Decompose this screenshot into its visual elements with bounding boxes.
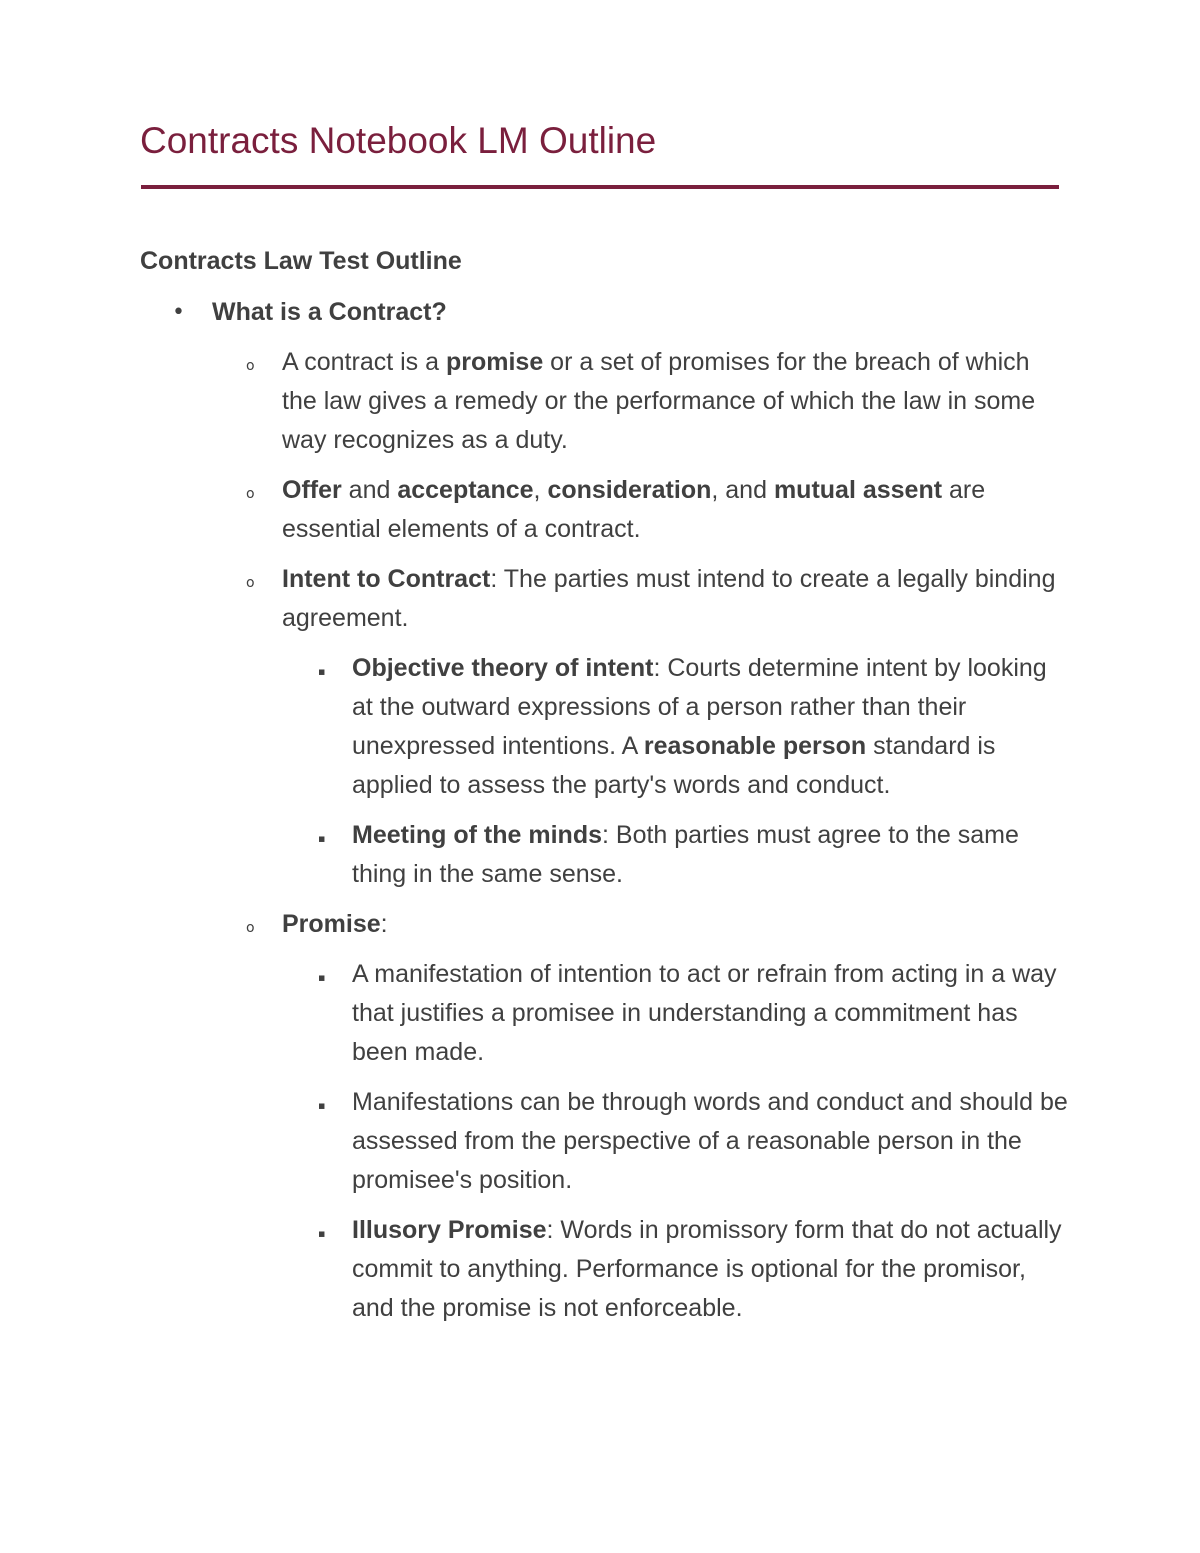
bullet-circle-icon: o [246, 486, 255, 502]
item-text: : The parties must intend to create a legally binding agreement. [282, 565, 1056, 632]
bullet-disc-icon: • [172, 300, 185, 325]
item-bold-text: consideration [547, 476, 712, 504]
item-text: : Both parties must agree to the same thing in the same sense. [352, 821, 1019, 888]
item-text: and [341, 476, 398, 504]
outline-item-intent [140, 560, 1070, 638]
outline-item-objective-theory [140, 649, 1070, 805]
item-bold-text: Offer [282, 476, 342, 504]
item-bold-text: Promise [282, 910, 381, 938]
item-text: A contract is a [282, 348, 446, 376]
outline-item-meeting-minds [140, 816, 1070, 894]
bullet-circle-icon: o [246, 358, 255, 374]
item-text: : Courts determine intent by looking at the outward expressions of a person rather than their unexpressed intentions. A [352, 654, 1047, 760]
item-text: , [533, 476, 548, 504]
bullet-circle-icon: o [246, 920, 255, 936]
item-text: or a set of promises for the breach of which the law gives a remedy or the performance of which the law in some way recognizes as a duty. [282, 348, 1036, 454]
outline-item-manifestations-assessed [140, 1083, 1070, 1200]
item-bold-text: promise [445, 348, 544, 376]
outline-item-definition [140, 343, 1070, 460]
outline-item-manifestation [140, 955, 1070, 1072]
item-text: standard is applied to assess the party's words and conduct. [352, 732, 996, 799]
bullet-square-icon: ▪ [318, 665, 326, 678]
bullet-square-icon: ▪ [318, 1227, 326, 1240]
outline-item-promise [140, 905, 1070, 944]
item-text: are essential elements of a contract. [282, 476, 986, 543]
bullet-square-icon: ▪ [318, 1099, 326, 1112]
item-text: Manifestations can be through words and conduct and should be assessed from the perspective of a reasonable person in the promisee's position. [352, 1088, 1068, 1194]
outline-heading: Contracts Law Test Outline [140, 247, 462, 275]
title-divider [141, 185, 1059, 189]
document-body [140, 242, 1070, 1339]
outline-item-illusory-promise [140, 1211, 1070, 1328]
item-bold-text: What is a Contract? [212, 298, 447, 326]
bullet-square-icon: ▪ [318, 971, 326, 984]
item-bold-text: Illusory Promise [352, 1216, 547, 1244]
bullet-circle-icon: o [246, 575, 255, 591]
item-bold-text: acceptance [397, 476, 534, 504]
item-bold-text: Intent to Contract [282, 565, 491, 593]
item-text: : Words in promissory form that do not actually commit to anything. Performance is optional for the promisor, and the promise is not enforceable. [352, 1216, 1062, 1322]
item-bold-text: reasonable person [643, 732, 867, 760]
outline-item-elements [140, 471, 1070, 549]
item-bold-text: Objective theory of intent [352, 654, 654, 682]
bullet-square-icon: ▪ [318, 832, 326, 845]
item-bold-text: Meeting of the minds [352, 821, 602, 849]
item-text: : [380, 910, 388, 938]
document-title: Contracts Notebook LM Outline [140, 120, 657, 161]
item-text: A manifestation of intention to act or refrain from acting in a way that justifies a promisee in understanding a commitment has been made. [352, 960, 1057, 1066]
item-text: , and [711, 476, 774, 504]
item-bold-text: mutual assent [773, 476, 943, 504]
outline-item-what-is-contract [140, 293, 1070, 332]
